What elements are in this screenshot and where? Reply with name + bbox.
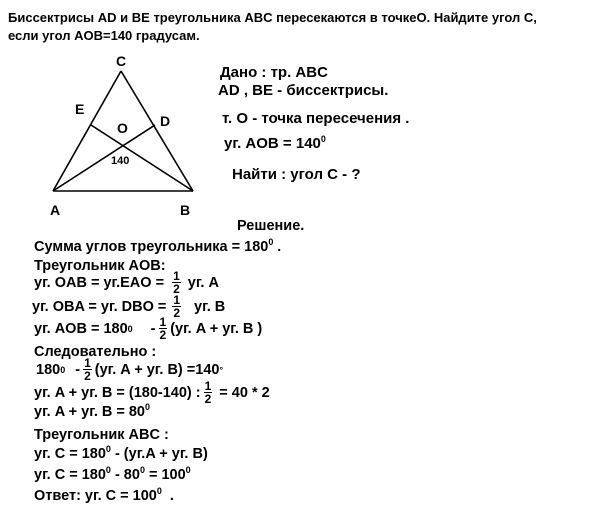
angle-c-line-2 [34, 467, 191, 483]
degree-sign: 0 [320, 134, 326, 144]
eq2-lhs: уг. A + уг. B = (180-140) : [34, 384, 201, 401]
side-ac [53, 71, 121, 191]
bisector-be [91, 125, 193, 191]
degree-sign: 0 [105, 465, 111, 476]
given-angle-text: уг. AOB = 140 [224, 135, 321, 152]
c1-lhs: уг. C = 180 [34, 446, 106, 462]
vertex-label-b: B [180, 202, 191, 218]
fraction-half: $\frac{1}{2}$ [173, 269, 180, 296]
aob-line: уг. AOB = 180 0 - $\frac{1}{2}$ (уг. A + уг. B ) [34, 315, 263, 342]
given-line-2: AD , BE - биссектрисы. [218, 82, 389, 99]
fraction-half: $\frac{1}{2}$ [84, 356, 91, 383]
bisector-ad [53, 125, 155, 191]
minus-sign: - [75, 361, 81, 378]
degree-sign: 0 [105, 444, 111, 455]
point-label-e: E [75, 101, 85, 117]
angle-sum-text: Сумма углов треугольника = 180 [34, 239, 269, 255]
fraction-half: $\frac{1}{2}$ [173, 293, 181, 320]
fraction-half: $\frac{1}{2}$ [204, 379, 212, 406]
therefore-line: Следовательно : [34, 344, 157, 360]
problem-line-2: если угол AOB=140 градусам. [8, 28, 200, 43]
vertex-label-a: A [50, 202, 61, 218]
triangle-abc-heading: Треугольник ABC : [34, 427, 169, 443]
problem-line-1: Биссектрисы AD и BE треугольника ABC пересекаются в точкеO. Найдите угол C, [8, 10, 537, 25]
oba-lhs: уг. OBA = уг. DBO = [32, 298, 167, 315]
c2-rhs: = 100 [144, 467, 186, 483]
degree-sign: 0 [145, 402, 151, 413]
c1-rhs: - (уг.A + уг. B) [110, 446, 208, 462]
side-bc [121, 71, 193, 191]
eq3-text: уг. A + уг. B = 80 [34, 404, 146, 420]
eq2-rhs: = 40 * 2 [219, 384, 270, 401]
angle-c-line-1 [34, 446, 208, 462]
oab-line [34, 270, 219, 295]
minus-sign: - [150, 320, 156, 337]
equation-3 [34, 404, 150, 420]
solution-heading: Решение. [237, 218, 305, 234]
c2-lhs: уг. C = 180 [34, 467, 106, 483]
find-line: Найти : угол С - ? [232, 166, 361, 183]
c2-mid: - 80 [110, 467, 140, 483]
given-line-1: Дано : тр. ABC [220, 64, 328, 81]
triangle-aob-heading: Треугольник AOB: [34, 258, 166, 274]
aob-rhs: (уг. A + уг. B ) [170, 320, 263, 337]
oba-rhs: уг. B [194, 298, 226, 315]
aob-lhs: уг. AOB = 180 [34, 320, 128, 337]
point-label-d: D [160, 113, 171, 129]
degree-sign: 0 [185, 465, 191, 476]
angle-sum-line: Сумма углов треугольника = $180^0$ . [34, 237, 282, 255]
degree-sign: 0 [156, 486, 162, 497]
point-label-o: O [117, 120, 128, 136]
answer-period: . [169, 488, 174, 504]
angle-aob-label: 140 [111, 155, 130, 167]
degree-sign: 0 [268, 237, 274, 248]
fraction-half: $\frac{1}{2}$ [159, 315, 167, 342]
eq1-mid: (уг. A + уг. B) =140 [94, 361, 220, 378]
given-line-4 [224, 135, 326, 152]
oab-rhs: уг. A [187, 274, 219, 291]
vertex-label-c: C [116, 53, 127, 69]
answer-text: Ответ: уг. C = 100 [34, 488, 157, 504]
equation-1: 180 0 - $\frac{1}{2}$ (уг. A + уг. B) =140 ° [36, 356, 224, 383]
equation-2 [34, 380, 270, 405]
degree-sign: 0 [139, 465, 145, 476]
eq1-lhs: 180 [36, 361, 61, 378]
oab-lhs: уг. OAB = уг.EAO = [34, 274, 165, 291]
answer-line [34, 488, 174, 504]
given-line-3: т. O - точка пересечения . [222, 110, 410, 127]
